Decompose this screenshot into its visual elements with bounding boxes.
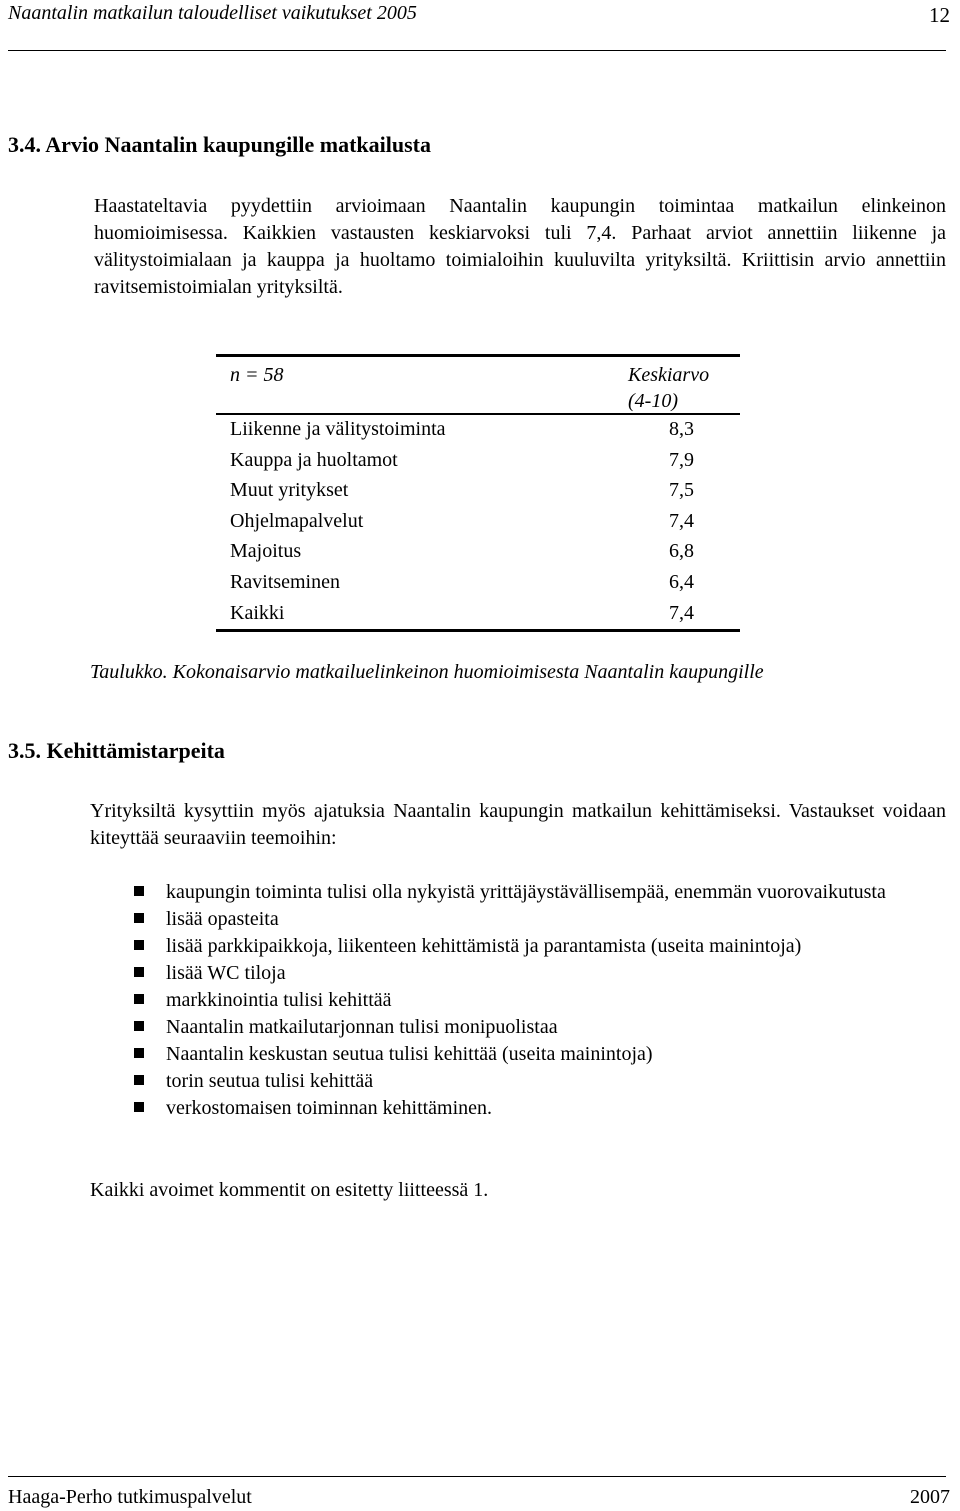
list-item-text: Naantalin matkailutarjonnan tulisi monipuolistaa — [166, 1016, 558, 1038]
row-value: 7,9 — [669, 448, 694, 471]
table-row — [216, 537, 740, 568]
table-row — [216, 446, 740, 477]
table-header-row — [216, 357, 740, 415]
row-label: Majoitus — [230, 540, 302, 563]
row-label: Kauppa ja huoltamot — [230, 448, 398, 471]
list-item — [122, 879, 932, 906]
row-value: 7,4 — [669, 509, 694, 532]
column-header-average: Keskiarvo — [628, 364, 710, 386]
row-label: Ravitseminen — [230, 570, 340, 593]
square-bullet-icon — [134, 886, 144, 896]
square-bullet-icon — [134, 913, 144, 923]
table-caption: Taulukko. Kokonaisarvio matkailuelinkeinon huomioimisesta Naantalin kaupungille — [90, 661, 764, 683]
section-heading-3-5: 3.5. Kehittämistarpeita — [8, 738, 225, 763]
list-item — [122, 906, 932, 933]
row-label: Kaikki — [230, 601, 285, 624]
column-header-range: (4-10) — [628, 390, 678, 412]
square-bullet-icon — [134, 1075, 144, 1085]
footer-publisher: Haaga-Perho tutkimuspalvelut — [8, 1486, 252, 1508]
row-label: Ohjelmapalvelut — [230, 509, 364, 532]
sample-size-label: n = 58 — [230, 364, 284, 386]
list-item-text: lisää WC tiloja — [166, 962, 286, 984]
development-needs-list — [122, 879, 932, 1122]
square-bullet-icon — [134, 1021, 144, 1031]
paragraph-text: Yrityksiltä kysyttiin myös ajatuksia Naantalin kaupungin matkailun kehittämiseksi. Vastaukset voidaan kiteyttää seuraaviin teemoihin: — [90, 800, 946, 849]
closing-remark: Kaikki avoimet kommentit on esitetty liitteessä 1. — [90, 1179, 489, 1201]
footer-year: 2007 — [910, 1486, 950, 1508]
row-value: 8,3 — [669, 418, 694, 440]
list-item-text: markkinointia tulisi kehittää — [166, 989, 392, 1011]
rating-table — [216, 354, 740, 632]
table-row — [216, 415, 740, 446]
row-value: 7,5 — [669, 479, 694, 502]
table-bottom-rule — [216, 629, 740, 632]
footer-divider — [8, 1476, 946, 1477]
row-label: Muut yritykset — [230, 479, 349, 502]
square-bullet-icon — [134, 1102, 144, 1112]
page-number: 12 — [929, 3, 950, 27]
list-item — [122, 987, 932, 1014]
running-header-title: Naantalin matkailun taloudelliset vaikutukset 2005 — [8, 2, 417, 24]
square-bullet-icon — [134, 967, 144, 977]
square-bullet-icon — [134, 1048, 144, 1058]
table-row — [216, 599, 740, 630]
list-item-text: Naantalin keskustan seutua tulisi kehittää (useita mainintoja) — [166, 1043, 653, 1065]
table-row — [216, 476, 740, 507]
list-item — [122, 960, 932, 987]
row-value: 6,8 — [669, 540, 694, 563]
table-row — [216, 568, 740, 599]
row-label: Liikenne ja välitystoiminta — [230, 418, 446, 440]
list-item-text: kaupungin toiminta tulisi olla nykyistä yrittäjäystävällisempää, enemmän vuorovaikutusta — [166, 881, 886, 903]
table-row — [216, 507, 740, 538]
row-value: 7,4 — [669, 601, 694, 624]
list-item-text: torin seutua tulisi kehittää — [166, 1070, 374, 1092]
list-item-text: lisää opasteita — [166, 908, 279, 930]
section-3-5-paragraph — [90, 798, 946, 852]
header-divider — [8, 50, 946, 51]
list-item-text: verkostomaisen toiminnan kehittäminen. — [166, 1097, 493, 1119]
section-heading-3-4: 3.4. Arvio Naantalin kaupungille matkailusta — [8, 132, 431, 157]
paragraph-text: Haastateltavia pyydettiin arvioimaan Naantalin kaupungin toimintaa matkailun elinkeinon huomioimisessa. Kaikkien vastausten keskiarvoksi tuli 7,4. Parhaat arviot annettiin liikenne ja välitystoimialaan ja kauppa ja huoltamo toimialoihin kuuluvilta yrityksiltä. Kriittisin arvio annettiin ravitsemistoimialan yrityksiltä. — [94, 195, 946, 298]
list-item — [122, 933, 932, 960]
list-item-text: lisää parkkipaikkoja, liikenteen kehittämistä ja parantamista (useita mainintoja) — [166, 935, 802, 957]
list-item — [122, 1068, 932, 1095]
list-item — [122, 1095, 932, 1122]
square-bullet-icon — [134, 940, 144, 950]
list-item — [122, 1014, 932, 1041]
list-item — [122, 1041, 932, 1068]
row-value: 6,4 — [669, 570, 694, 593]
square-bullet-icon — [134, 994, 144, 1004]
section-3-4-paragraph — [94, 193, 946, 301]
